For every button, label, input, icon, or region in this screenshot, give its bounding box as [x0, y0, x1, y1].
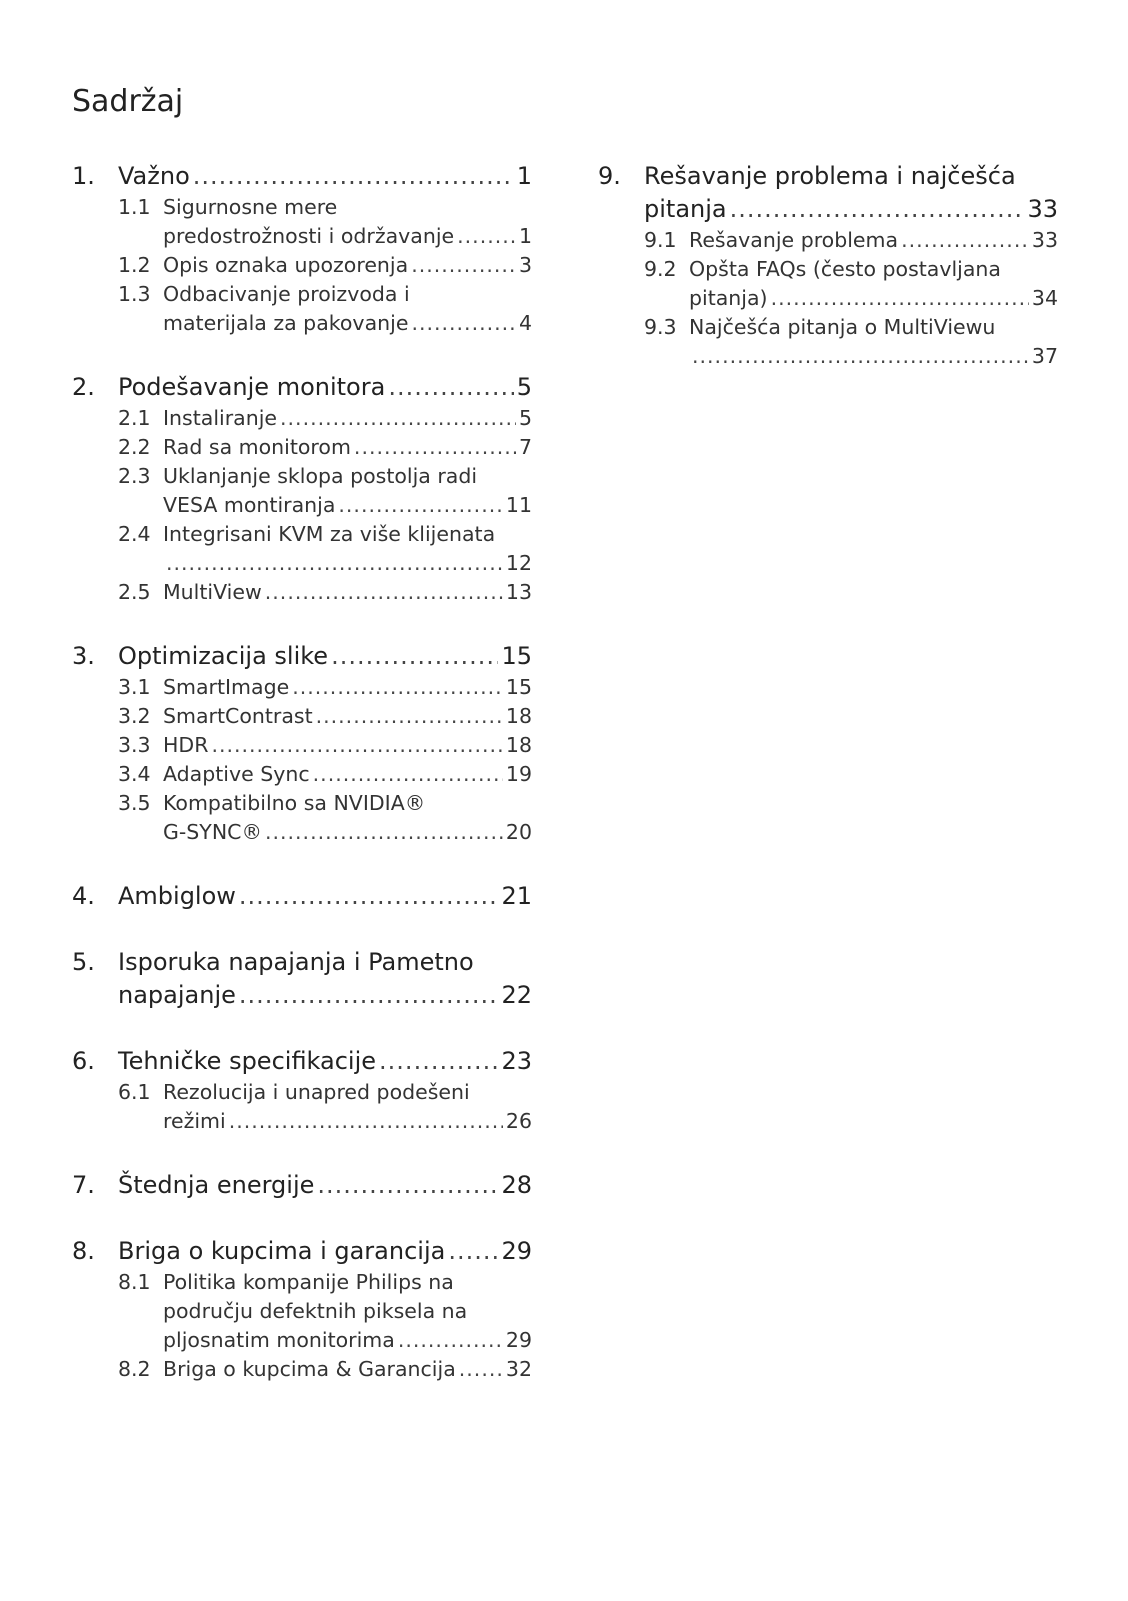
entry-number: 6.1: [118, 1080, 151, 1104]
toc-entry-9-1[interactable]: [598, 226, 1058, 255]
toc-section-8: [72, 1235, 532, 1384]
dot-leader: [239, 979, 499, 1012]
dot-leader: [193, 160, 514, 193]
toc-section-1: [72, 160, 532, 338]
entry-title: Opis oznaka upozorenja: [163, 253, 409, 277]
entry-number: 2.: [72, 373, 95, 401]
entry-title-line: pitanja): [689, 286, 768, 310]
entry-title: HDR: [163, 733, 209, 757]
entry-number: 3.1: [118, 675, 151, 699]
entry-page: 19: [505, 762, 532, 786]
entry-page: 1: [518, 224, 532, 248]
toc-section-2: [72, 371, 532, 607]
entry-title: Važno: [118, 162, 190, 190]
entry-title-line: predostrožnosti i održavanje: [163, 224, 455, 248]
entry-page: 5: [516, 373, 532, 401]
entry-title: Briga o kupcima i garancija: [118, 1237, 446, 1265]
dot-leader: [771, 284, 1029, 313]
dot-leader: [379, 1045, 498, 1078]
toc-column-right: [598, 160, 1058, 404]
entry-page: 37: [1031, 344, 1058, 368]
entry-number: 3.5: [118, 791, 151, 815]
entry-title-line: pljosnatim monitorima: [163, 1328, 395, 1352]
toc-entry-3-2[interactable]: [72, 702, 532, 731]
dot-leader: [457, 222, 516, 251]
entry-page: 34: [1031, 286, 1058, 310]
toc-section-9: [598, 160, 1058, 371]
dot-leader: [398, 1326, 503, 1355]
entry-title-line: Sigurnosne mere: [163, 195, 338, 219]
entry-page: 3: [518, 253, 532, 277]
dot-leader: [229, 1107, 503, 1136]
entry-number: 3.4: [118, 762, 151, 786]
entry-number: 3.2: [118, 704, 151, 728]
dot-leader: [313, 760, 503, 789]
entry-title: Adaptive Sync: [163, 762, 310, 786]
entry-title-line: Rezolucija i unapred podešeni: [163, 1080, 470, 1104]
entry-title-line: Integrisani KVM za više klijenata: [163, 522, 496, 546]
entry-number: 1.1: [118, 195, 151, 219]
toc-entry-2[interactable]: [72, 371, 532, 404]
dot-leader: [730, 193, 1025, 226]
entry-title: Štednja energije: [118, 1171, 315, 1199]
toc-entry-6[interactable]: [72, 1045, 532, 1078]
entry-number: 1.2: [118, 253, 151, 277]
entry-number: 9.3: [644, 315, 677, 339]
entry-title: Podešavanje monitora: [118, 373, 386, 401]
entry-number: 7.: [72, 1171, 95, 1199]
entry-page: 18: [505, 733, 532, 757]
dot-leader: [239, 880, 499, 913]
entry-page: 21: [501, 882, 532, 910]
toc-entry-8[interactable]: [72, 1235, 532, 1268]
entry-number: 5.: [72, 948, 95, 976]
dot-leader: [331, 640, 498, 673]
entry-number: 2.1: [118, 406, 151, 430]
toc-entry-1-2[interactable]: [72, 251, 532, 280]
entry-title: MultiView: [163, 580, 262, 604]
dot-leader: [265, 578, 503, 607]
toc-entry-6-1[interactable]: [72, 1078, 532, 1136]
entry-number: 3.3: [118, 733, 151, 757]
toc-section-6: [72, 1045, 532, 1136]
toc-entry-8-1[interactable]: [72, 1268, 532, 1355]
entry-page: 15: [501, 642, 532, 670]
entry-number: 8.1: [118, 1270, 151, 1294]
entry-number: 1.: [72, 162, 95, 190]
entry-page: 20: [505, 820, 532, 844]
entry-title-line: Rešavanje problema i najčešća: [644, 162, 1016, 190]
entry-page: 7: [518, 435, 532, 459]
entry-page: 1: [516, 162, 532, 190]
entry-page: 29: [501, 1237, 532, 1265]
entry-title-line: području defektnih piksela na: [163, 1299, 468, 1323]
dot-leader: [280, 404, 516, 433]
toc-section-3: [72, 640, 532, 847]
entry-title: SmartImage: [163, 675, 290, 699]
entry-page: 18: [505, 704, 532, 728]
entry-title-line: Odbacivanje proizvoda i: [163, 282, 410, 306]
toc-entry-2-5[interactable]: [72, 578, 532, 607]
entry-number: 9.1: [644, 228, 677, 252]
entry-title-line: pitanja: [644, 195, 727, 223]
entry-number: 4.: [72, 882, 95, 910]
toc-section-7: [72, 1169, 532, 1202]
toc-entry-9-2[interactable]: [598, 255, 1058, 313]
entry-title-line: Isporuka napajanja i Pametno: [118, 948, 474, 976]
entry-title-line: G-SYNC®: [163, 820, 262, 844]
toc-entry-9[interactable]: [598, 160, 1058, 226]
dot-leader: [354, 433, 516, 462]
entry-title-line: Kompatibilno sa NVIDIA®: [163, 791, 426, 815]
entry-title: Briga o kupcima & Garancija: [163, 1357, 456, 1381]
entry-number: 8.: [72, 1237, 95, 1265]
entry-title-line: Uklanjanje sklopa postolja radi: [163, 464, 478, 488]
entry-number: 2.5: [118, 580, 151, 604]
entry-page: 5: [518, 406, 532, 430]
entry-page: 33: [1027, 195, 1058, 223]
toc-entry-2-4[interactable]: [72, 520, 532, 578]
dot-leader: [265, 818, 503, 847]
entry-title-line: Najčešća pitanja o MultiViewu: [689, 315, 996, 339]
toc-entry-5[interactable]: [72, 946, 532, 1012]
entry-page: 33: [1031, 228, 1058, 252]
toc-column-left: [72, 160, 532, 1417]
entry-page: 4: [518, 311, 532, 335]
entry-page: 26: [505, 1109, 532, 1133]
entry-number: 9.2: [644, 257, 677, 281]
toc-entry-1-3[interactable]: [72, 280, 532, 338]
dot-leader: [211, 731, 502, 760]
entry-title: Ambiglow: [118, 882, 236, 910]
dot-leader: [692, 342, 1029, 371]
entry-page: 23: [501, 1047, 532, 1075]
entry-number: 1.3: [118, 282, 151, 306]
toc-entry-4[interactable]: [72, 880, 532, 913]
entry-title-line: Politika kompanije Philips na: [163, 1270, 454, 1294]
entry-title: Rešavanje problema: [689, 228, 899, 252]
entry-title: Instaliranje: [163, 406, 278, 430]
entry-number: 6.: [72, 1047, 95, 1075]
toc-entry-1-1[interactable]: [72, 193, 532, 251]
entry-title-line: Opšta FAQs (često postavljana: [689, 257, 1001, 281]
entry-number: 2.3: [118, 464, 151, 488]
entry-title: Tehničke specifikacije: [118, 1047, 377, 1075]
entry-title: Optimizacija slike: [118, 642, 329, 670]
entry-number: 2.4: [118, 522, 151, 546]
toc-entry-3-4[interactable]: [72, 760, 532, 789]
dot-leader: [317, 1169, 498, 1202]
entry-page: 28: [501, 1171, 532, 1199]
toc-entry-3[interactable]: [72, 640, 532, 673]
dot-leader: [411, 309, 516, 338]
entry-title-line: VESA montiranja: [163, 493, 336, 517]
toc-section-5: [72, 946, 532, 1012]
page-title: Sadržaj: [72, 84, 184, 119]
entry-number: 2.2: [118, 435, 151, 459]
toc-entry-2-1[interactable]: [72, 404, 532, 433]
entry-title-line: režimi: [163, 1109, 226, 1133]
entry-number: 3.: [72, 642, 95, 670]
entry-page: 15: [505, 675, 532, 699]
dot-leader: [338, 491, 503, 520]
entry-number: 8.2: [118, 1357, 151, 1381]
toc-entry-3-1[interactable]: [72, 673, 532, 702]
toc-entry-9-3[interactable]: [598, 313, 1058, 371]
entry-number: 9.: [598, 162, 621, 190]
toc-entry-2-3[interactable]: [72, 462, 532, 520]
dot-leader: [166, 549, 503, 578]
dot-leader: [388, 371, 513, 404]
entry-page: 12: [505, 551, 532, 575]
dot-leader: [459, 1355, 503, 1384]
toc-section-4: [72, 880, 532, 913]
toc-entry-1[interactable]: [72, 160, 532, 193]
dot-leader: [901, 226, 1029, 255]
entry-page: 13: [505, 580, 532, 604]
toc-entry-2-2[interactable]: [72, 433, 532, 462]
entry-page: 22: [501, 981, 532, 1009]
dot-leader: [411, 251, 516, 280]
dot-leader: [448, 1235, 498, 1268]
toc-entry-8-2[interactable]: [72, 1355, 532, 1384]
entry-page: 11: [505, 493, 532, 517]
toc-entry-3-3[interactable]: [72, 731, 532, 760]
toc-entry-7[interactable]: [72, 1169, 532, 1202]
dot-leader: [316, 702, 503, 731]
dot-leader: [292, 673, 503, 702]
entry-page: 32: [505, 1357, 532, 1381]
entry-page: 29: [505, 1328, 532, 1352]
entry-title: SmartContrast: [163, 704, 313, 728]
entry-title-line: napajanje: [118, 981, 236, 1009]
entry-title-line: materijala za pakovanje: [163, 311, 409, 335]
entry-title: Rad sa monitorom: [163, 435, 351, 459]
toc-entry-3-5[interactable]: [72, 789, 532, 847]
